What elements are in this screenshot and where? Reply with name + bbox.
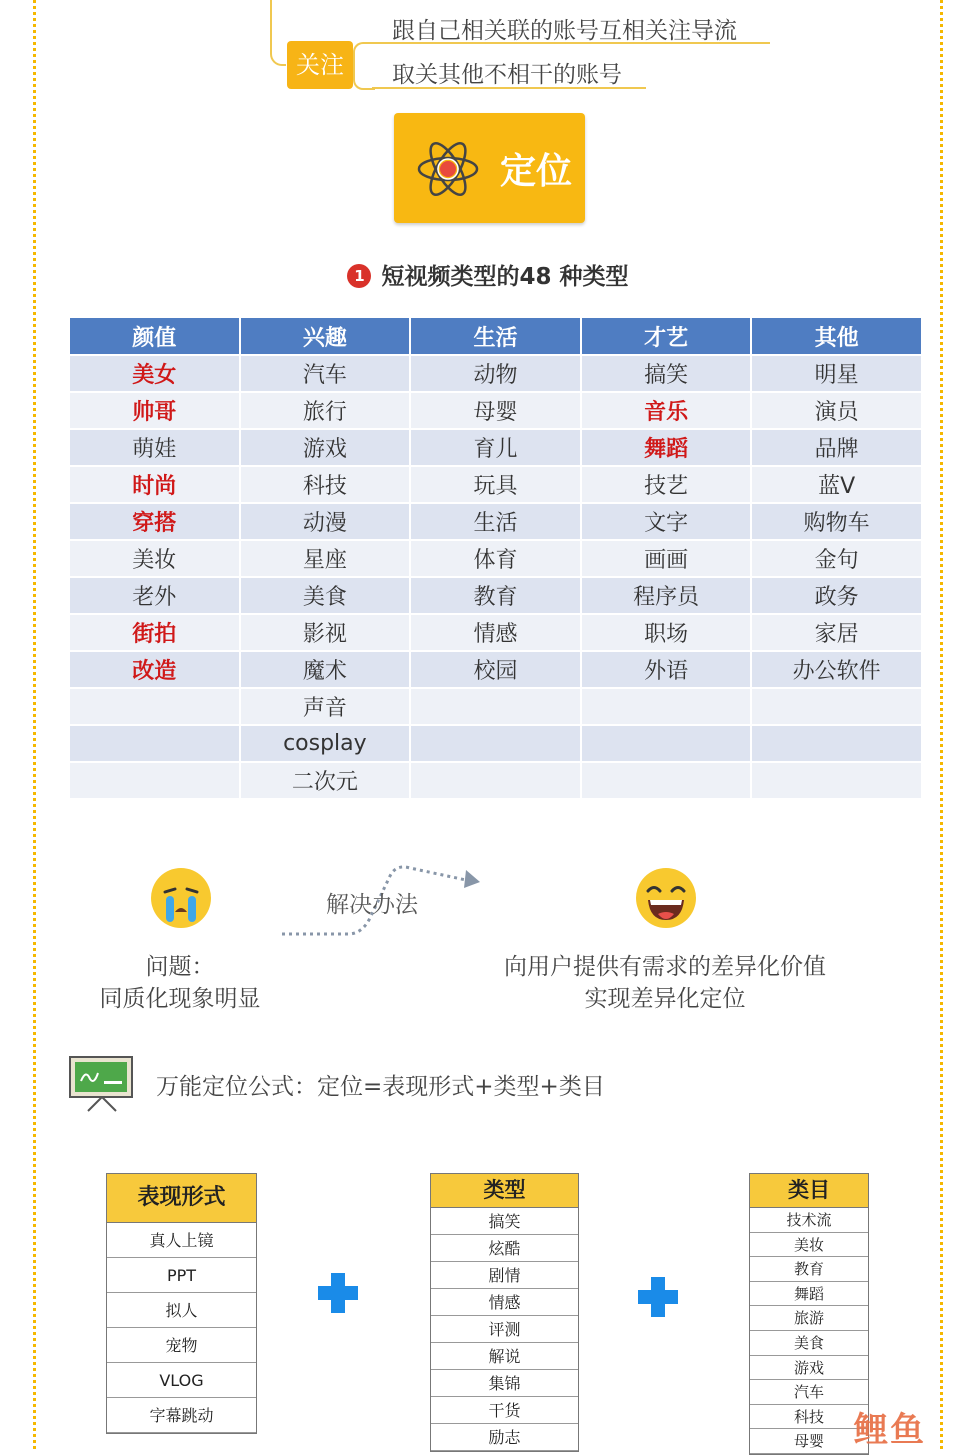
formula-table-item: 字幕跳动 <box>107 1398 256 1433</box>
number-badge: 1 <box>347 264 371 288</box>
table-cell <box>411 726 580 761</box>
table-row <box>70 541 921 576</box>
solution-text <box>470 951 860 1015</box>
table-row <box>70 504 921 539</box>
table-cell <box>752 726 921 761</box>
table-header-cell: 其他 <box>752 318 921 354</box>
table-cell: 星座 <box>241 541 410 576</box>
table-cell: 明星 <box>752 356 921 391</box>
table-row <box>70 726 921 761</box>
table-cell: 时尚 <box>70 467 239 502</box>
table-header-cell: 生活 <box>411 318 580 354</box>
formula-table-item: 情感 <box>431 1289 578 1316</box>
table-cell: 帅哥 <box>70 393 239 428</box>
table-row <box>70 467 921 502</box>
table-header-cell: 才艺 <box>582 318 751 354</box>
table-cell: 生活 <box>411 504 580 539</box>
table-cell: 舞蹈 <box>582 430 751 465</box>
table-row <box>70 393 921 428</box>
solution-line-2: 实现差异化定位 <box>584 986 746 1012</box>
category-table <box>749 1173 869 1455</box>
table-header-cell: 颜值 <box>70 318 239 354</box>
table-cell: 魔术 <box>241 652 410 687</box>
table-cell: 科技 <box>241 467 410 502</box>
plus-icon <box>316 1271 360 1315</box>
table-cell: 育儿 <box>411 430 580 465</box>
table-cell: 家居 <box>752 615 921 650</box>
section-subtitle <box>0 258 976 291</box>
table-cell: 校园 <box>411 652 580 687</box>
table-cell: 萌娃 <box>70 430 239 465</box>
formula-table-item: 真人上镜 <box>107 1223 256 1258</box>
table-cell: 金句 <box>752 541 921 576</box>
table-row <box>70 689 921 724</box>
formula-table-item: 科技 <box>750 1405 868 1430</box>
table-cell: 老外 <box>70 578 239 613</box>
table-cell: 美妆 <box>70 541 239 576</box>
laughing-face-icon <box>634 866 698 930</box>
table-cell: cosplay <box>241 726 410 761</box>
table-cell: 文字 <box>582 504 751 539</box>
formula-table-title: 表现形式 <box>107 1174 256 1223</box>
table-cell: 动物 <box>411 356 580 391</box>
formula-table-item: 干货 <box>431 1397 578 1424</box>
type-table <box>430 1173 579 1452</box>
table-row <box>70 652 921 687</box>
table-cell: 购物车 <box>752 504 921 539</box>
follow-tag: 关注 <box>287 41 353 89</box>
table-cell: 蓝V <box>752 467 921 502</box>
table-cell: 影视 <box>241 615 410 650</box>
table-cell: 旅行 <box>241 393 410 428</box>
table-row <box>70 578 921 613</box>
subtitle-text: 短视频类型的48 种类型 <box>381 264 629 290</box>
table-cell: 穿搭 <box>70 504 239 539</box>
crying-face-icon <box>149 866 213 930</box>
solution-line-1: 向用户提供有需求的差异化价值 <box>504 954 826 980</box>
table-cell: 二次元 <box>241 763 410 798</box>
positioning-badge <box>394 113 585 223</box>
solution-label: 解决办法 <box>326 892 418 918</box>
table-cell: 画画 <box>582 541 751 576</box>
table-cell: 体育 <box>411 541 580 576</box>
formula-table-item: 集锦 <box>431 1370 578 1397</box>
formula-table-item: 搞笑 <box>431 1208 578 1235</box>
table-cell <box>582 689 751 724</box>
formula-table-item: 旅游 <box>750 1306 868 1331</box>
formula-table-title: 类型 <box>431 1174 578 1208</box>
table-cell: 教育 <box>411 578 580 613</box>
formula-table-item: 舞蹈 <box>750 1282 868 1307</box>
table-cell: 情感 <box>411 615 580 650</box>
table-cell <box>70 763 239 798</box>
formula-table-item: 游戏 <box>750 1356 868 1381</box>
formula-table-item: 美食 <box>750 1331 868 1356</box>
table-cell: 玩具 <box>411 467 580 502</box>
table-cell: 政务 <box>752 578 921 613</box>
problem-line-2: 同质化现象明显 <box>99 986 261 1012</box>
table-row <box>70 430 921 465</box>
table-cell: 街拍 <box>70 615 239 650</box>
table-cell: 美女 <box>70 356 239 391</box>
formula-table-item: 拟人 <box>107 1293 256 1328</box>
table-cell <box>752 689 921 724</box>
watermark-logo: 鲤鱼 <box>854 1410 926 1450</box>
formula-table-item: 剧情 <box>431 1262 578 1289</box>
formula-table-item: VLOG <box>107 1363 256 1398</box>
formula-table-item: 美妆 <box>750 1233 868 1258</box>
table-cell: 汽车 <box>241 356 410 391</box>
formula-table-item: 励志 <box>431 1424 578 1451</box>
table-header-cell: 兴趣 <box>241 318 410 354</box>
table-row <box>70 615 921 650</box>
table-cell: 办公软件 <box>752 652 921 687</box>
table-cell: 技艺 <box>582 467 751 502</box>
table-row <box>70 356 921 391</box>
formula-table-item: 技术流 <box>750 1208 868 1233</box>
right-dotted-border <box>940 0 943 1449</box>
presentation-form-table <box>106 1173 257 1434</box>
formula-text: 万能定位公式：定位=表现形式+类型+类目 <box>156 1074 605 1100</box>
formula-table-item: PPT <box>107 1258 256 1293</box>
atom-icon <box>416 137 480 201</box>
problem-line-1: 问题： <box>145 954 215 980</box>
formula-table-item: 评测 <box>431 1316 578 1343</box>
table-cell <box>411 689 580 724</box>
table-row <box>70 763 921 798</box>
blackboard-icon <box>68 1055 136 1113</box>
table-cell <box>70 689 239 724</box>
formula-table-item: 宠物 <box>107 1328 256 1363</box>
table-cell: 改造 <box>70 652 239 687</box>
plus-icon <box>636 1275 680 1319</box>
video-types-table <box>68 316 923 800</box>
table-cell: 游戏 <box>241 430 410 465</box>
branch-item: 取关其他不相干的账号 <box>392 62 622 88</box>
formula-table-item: 汽车 <box>750 1380 868 1405</box>
mindmap-connector-vertical <box>270 0 286 66</box>
table-cell: 声音 <box>241 689 410 724</box>
table-cell: 演员 <box>752 393 921 428</box>
formula-table-item: 母婴 <box>750 1429 868 1454</box>
formula-table-item: 炫酷 <box>431 1235 578 1262</box>
table-cell: 外语 <box>582 652 751 687</box>
table-cell: 母婴 <box>411 393 580 428</box>
table-cell: 搞笑 <box>582 356 751 391</box>
table-cell <box>582 763 751 798</box>
table-cell <box>752 763 921 798</box>
problem-text <box>60 951 300 1015</box>
branch-item: 跟自己相关联的账号互相关注导流 <box>392 18 737 44</box>
table-cell <box>582 726 751 761</box>
branch-connector-1 <box>353 42 375 68</box>
table-cell: 音乐 <box>582 393 751 428</box>
table-cell: 程序员 <box>582 578 751 613</box>
table-cell: 美食 <box>241 578 410 613</box>
table-cell: 动漫 <box>241 504 410 539</box>
table-cell <box>70 726 239 761</box>
table-cell: 品牌 <box>752 430 921 465</box>
table-header-row <box>70 318 921 354</box>
table-cell <box>411 763 580 798</box>
left-dotted-border <box>33 0 36 1449</box>
formula-table-item: 解说 <box>431 1343 578 1370</box>
formula-table-item: 教育 <box>750 1257 868 1282</box>
table-cell: 职场 <box>582 615 751 650</box>
formula-table-title: 类目 <box>750 1174 868 1208</box>
badge-label: 定位 <box>500 151 573 192</box>
